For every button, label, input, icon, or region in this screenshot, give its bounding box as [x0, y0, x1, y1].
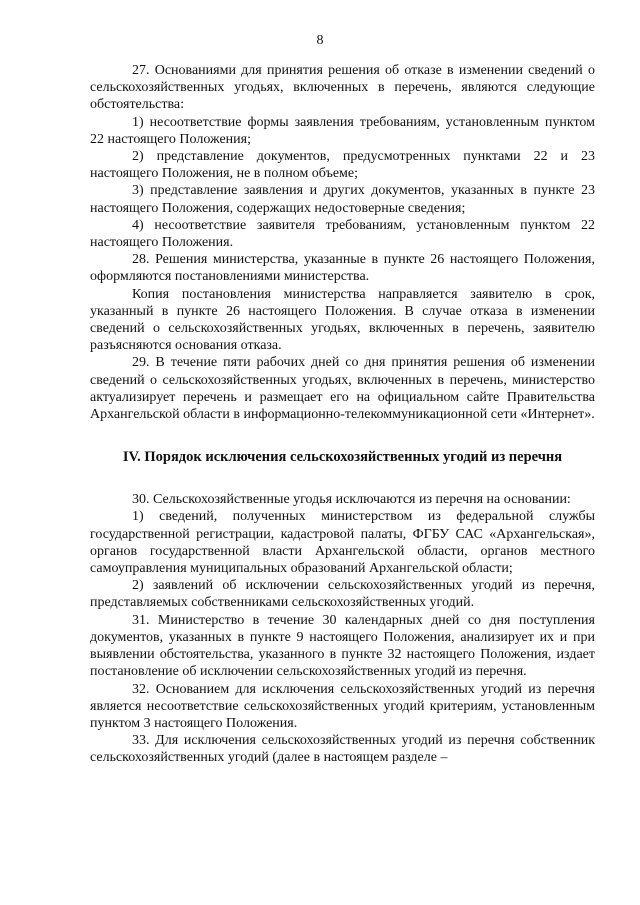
- paragraph-30-item-2: 2) заявлений об исключении сельскохозяйственных угодий из перечня, представляемых собственниками сельскохозяйственных угодий.: [90, 578, 595, 611]
- paragraph-27-item-3: 3) представление заявления и других документов, указанных в пункте 23 настоящего Положения, содержащих недостоверные сведения;: [90, 183, 595, 216]
- page-number: 8: [316, 33, 324, 48]
- paragraph-27-item-4: 4) несоответствие заявителя требованиям, установленным пунктом 22 настоящего Положения.: [90, 217, 595, 251]
- section-heading: IV. Порядок исключения сельскохозяйственных угодий из перечня: [122, 449, 563, 466]
- paragraph-27-item-2: 2) представление документов, предусмотренных пунктами 22 и 23 настоящего Положения, не в полном объеме;: [90, 149, 595, 182]
- paragraph-30-item-1: 1) сведений, полученных министерством из федеральной службы государственной регистрации, кадастровой палаты, ФГБУ САС «Архангельская», органов государственной власти Архангельской области, органов местного самоуправления муниципальных образований Архангельской области;: [90, 509, 595, 577]
- document-body: [90, 62, 595, 767]
- paragraph-28-copy: Копия постановления министерства направляется заявителю в срок, указанный в пункте 26 настоящего Положения. В случае отказа в изменении сведений о сельскохозяйственных угодьях, включенных в перечень, заявителю разъясняются основания отказа.: [90, 286, 595, 354]
- paragraph-32: 32. Основанием для исключения сельскохозяйственных угодий из перечня является несоответствие сельскохозяйственных угодий критериям, установленным пунктом 3 настоящего Положения.: [90, 681, 595, 731]
- paragraph-30: 30. Сельскохозяйственные угодья исключаются из перечня на основании:: [132, 492, 571, 508]
- paragraph-28: 28. Решения министерства, указанные в пункте 26 настоящего Положения, оформляются постановлениями министерства.: [90, 252, 595, 285]
- paragraph-27-item-1: 1) несоответствие формы заявления требованиям, установленным пунктом 22 настоящего Положения;: [90, 114, 595, 147]
- paragraph-31: 31. Министерство в течение 30 календарных дней со дня поступления документов, указанных в пункте 9 настоящего Положения, анализирует их и при выявлении обстоятельства, указанного в пункте 32 настоящего Положения, издает постановление об исключении сельскохозяйственных угодий из перечня.: [90, 612, 595, 680]
- paragraph-29: 29. В течение пяти рабочих дней со дня принятия решения об изменении сведений о сельскохозяйственных угодьях, включенных в перечень, министерство актуализирует перечень и размещает его на официальном сайте Правительства Архангельской области в информационно-телекоммуникационной сети «Интернет».: [90, 355, 595, 423]
- paragraph-33: 33. Для исключения сельскохозяйственных угодий из перечня собственник сельскохозяйственных угодий (далее в настоящем разделе –: [90, 733, 595, 766]
- paragraph-27: 27. Основаниями для принятия решения об отказе в изменении сведений о сельскохозяйственных угодьях, включенных в перечень, являются следующие обстоятельства:: [90, 63, 595, 113]
